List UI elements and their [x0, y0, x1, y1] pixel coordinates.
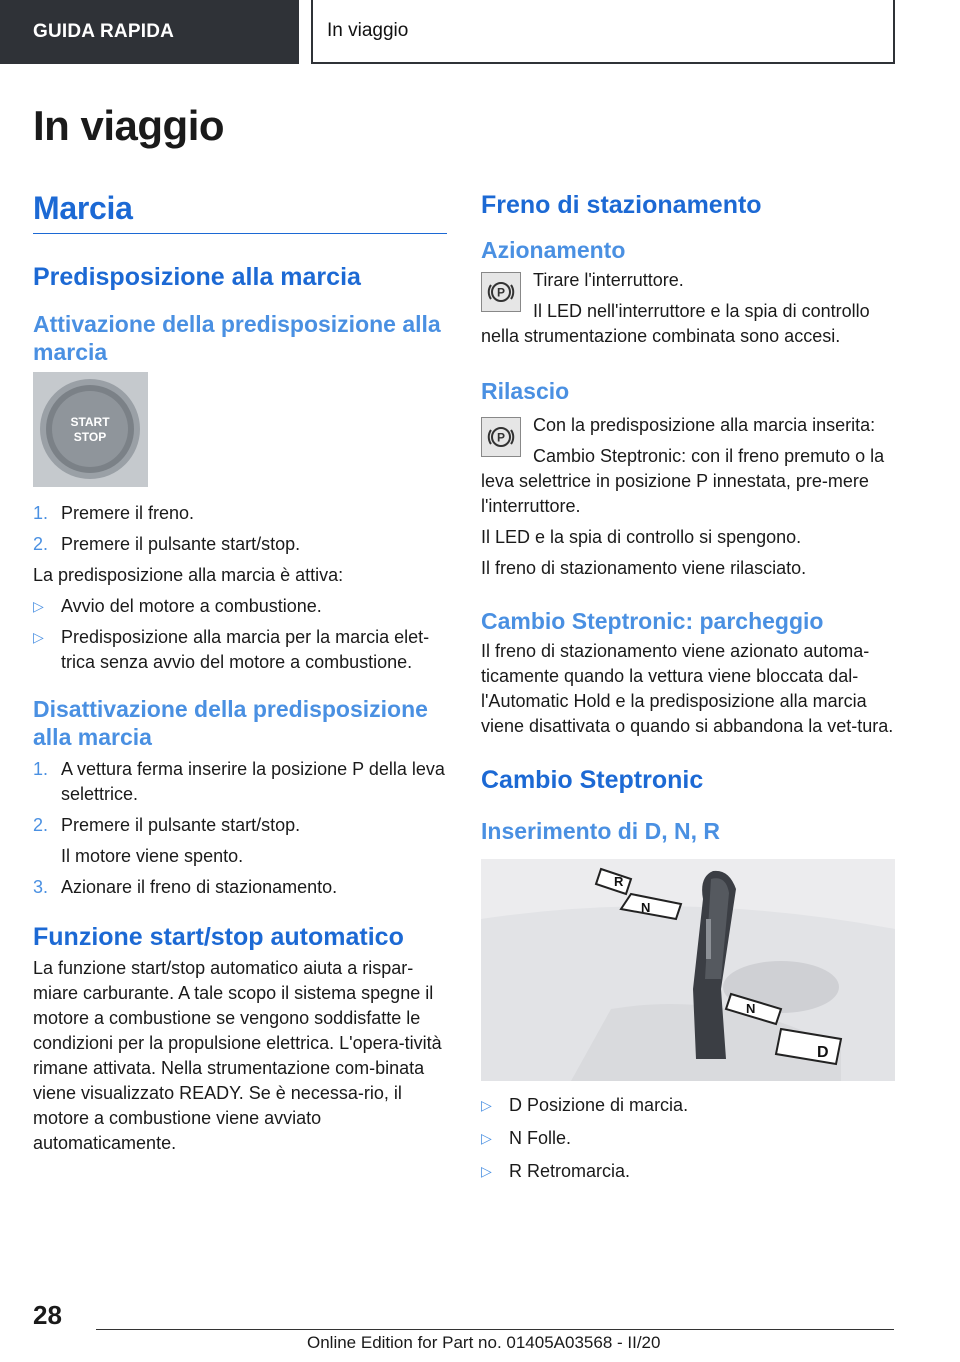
triangle-bullet-icon: ▷ [33, 598, 44, 614]
page-number: 28 [33, 1300, 62, 1330]
dis-step-2: 2. Premere il pulsante start/stop. [33, 815, 301, 835]
heading-azionamento: Azionamento [481, 237, 626, 263]
triangle-bullet-icon: ▷ [481, 1130, 492, 1146]
triangle-bullet-icon: ▷ [481, 1163, 492, 1179]
section-marcia: Marcia [33, 190, 447, 234]
heading-parcheggio: Cambio Steptronic: parcheggio [481, 608, 824, 634]
gear-letter-n-bottom: N [746, 1001, 756, 1016]
left-column [33, 190, 447, 1156]
footer-divider [96, 1329, 894, 1330]
header-section-label: GUIDA RAPIDA [33, 21, 175, 42]
stop-label: STOP [73, 430, 107, 444]
azionamento-line1: Tirare l'interruttore. [533, 270, 684, 290]
heading-rilascio: Rilascio [481, 378, 570, 404]
gear-selector-image [481, 859, 895, 1081]
funzione-text: La funzione start/stop automatico aiuta a rispar-miare carburante. A tale scopo il sistema spegne il motore a combustione se vengono soddisfatte le condizioni per la propulsione elettrica. L'opera-tività rimane attivata. Nella strumentazione com-binata viene visualizzato READY. Se è necessa-rio, il motore a combustione viene avviato automaticamente. [33, 958, 442, 1153]
header-section-tab [0, 0, 299, 64]
gear-letter-d: D [817, 1044, 829, 1061]
heading-predisposizione: Predisposizione alla marcia [33, 263, 361, 291]
heading-disattivazione: Disattivazione della predisposizione alla marcia [33, 696, 428, 750]
header-chapter-label: In viaggio [327, 20, 409, 41]
start-stop-icon [33, 372, 148, 487]
heading-attivazione: Attivazione della predisposizione alla marcia [33, 311, 441, 365]
start-label: START [70, 415, 110, 429]
azionamento-line2: Il LED nell'interruttore e la spia di controllo nella strumentazione combinata sono accesi. [481, 301, 870, 346]
triangle-bullet-icon: ▷ [481, 1097, 492, 1113]
heading-steptronic: Cambio Steptronic [481, 766, 704, 794]
rilascio-line4: Il freno di stazionamento viene rilasciato. [481, 558, 807, 578]
dis-step-1: 1. A vettura ferma inserire la posizione P della leva selettrice. [33, 759, 445, 804]
heading-freno: Freno di stazionamento [481, 191, 762, 219]
dis-step-3: 3. Azionare il freno di stazionamento. [33, 877, 338, 897]
rilascio-line2: Cambio Steptronic: con il freno premuto o la leva selettrice in posizione P innestata, pre-mere l'interruttore. [481, 446, 885, 516]
dis-step-2-result: Il motore viene spento. [61, 846, 244, 866]
footer-edition: Online Edition for Part no. 01405A03568 - II/20 [307, 1333, 661, 1352]
rilascio-line1: Con la predisposizione alla marcia inserita: [533, 415, 876, 435]
gear-letter-r: R [614, 874, 624, 889]
parking-brake-icon [481, 417, 521, 457]
svg-text:P: P [496, 285, 506, 300]
rilascio-block [481, 413, 895, 581]
azionamento-block [481, 268, 895, 349]
svg-text:P: P [496, 430, 506, 445]
att-bullet-1: ▷ Avvio del motore a combustione. [33, 594, 447, 619]
triangle-bullet-icon: ▷ [33, 629, 44, 645]
gear-bullet-d: ▷ D Posizione di marcia. [481, 1093, 895, 1118]
parking-brake-icon [481, 272, 521, 312]
gear-letter-n-top: N [641, 900, 651, 915]
parcheggio-text: Il freno di stazionamento viene azionato automa-ticamente quando la vettura viene bloccata dal-l'Automatic Hold e la predisposizione alla marcia viene disattivata o quando si abbandona la vet-tura. [481, 641, 894, 736]
header-chapter-tab [311, 0, 895, 64]
att-step-2: 2. Premere il pulsante start/stop. [33, 534, 301, 554]
att-bullet-2: ▷ Predisposizione alla marcia per la marcia elet-trica senza avvio del motore a combustione. [33, 625, 447, 675]
right-column [481, 190, 895, 1184]
heading-inserimento: Inserimento di D, N, R [481, 818, 720, 844]
att-result: La predisposizione alla marcia è attiva: [33, 565, 344, 585]
gear-bullet-r: ▷ R Retromarcia. [481, 1159, 895, 1184]
heading-funzione: Funzione start/stop automatico [33, 923, 404, 951]
page-title: In viaggio [33, 102, 225, 149]
start-stop-button-image [33, 372, 148, 487]
rilascio-line3: Il LED e la spia di controllo si spengono. [481, 527, 802, 547]
gear-lever-illustration [481, 859, 895, 1081]
gear-bullet-n: ▷ N Folle. [481, 1126, 895, 1151]
att-step-1: 1. Premere il freno. [33, 503, 195, 523]
